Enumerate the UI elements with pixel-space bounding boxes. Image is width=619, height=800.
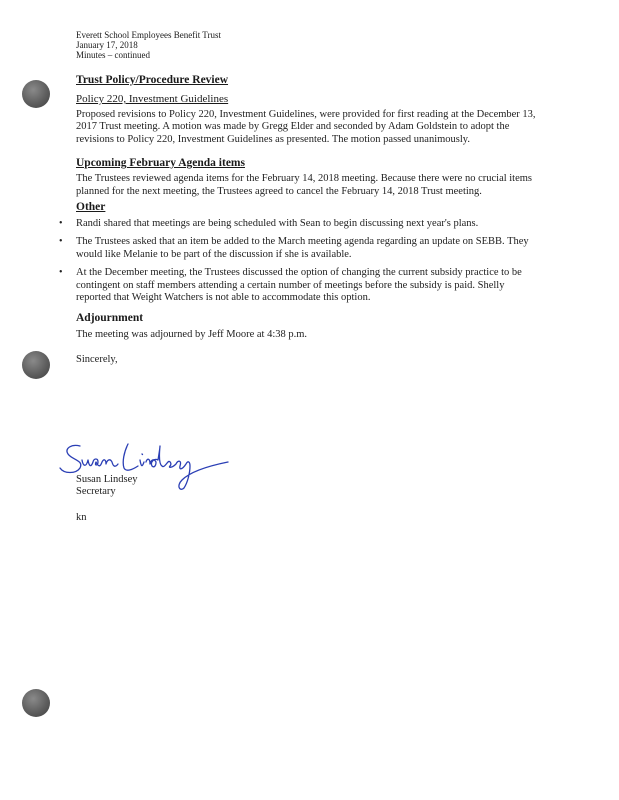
closing-salutation: Sincerely,	[76, 353, 118, 365]
section-title-upcoming-agenda: Upcoming February Agenda items	[76, 157, 245, 170]
bullet-icon: •	[59, 267, 63, 279]
list-item	[59, 218, 538, 230]
header-date: January 17, 2018	[76, 40, 138, 50]
paragraph-upcoming-agenda: The Trustees reviewed agenda items for the February 14, 2018 meeting. Because there were no crucial items planned for the next meeting, the Trustees agreed to cancel the February 14, 2018 Trust meeting.	[76, 173, 533, 197]
bullet-text: Randi shared that meetings are being scheduled with Sean to begin discussing next year's plans.	[76, 218, 479, 230]
section-title-adjournment: Adjournment	[76, 312, 144, 325]
bullet-text: The Trustees asked that an item be added to the March meeting agenda regarding an update on SEBB. They would like Melanie to be part of the discussion if she is available.	[76, 236, 529, 260]
punch-hole-middle	[22, 351, 50, 379]
running-header	[76, 30, 538, 60]
bullet-icon: •	[59, 218, 63, 230]
signature-block	[76, 474, 138, 524]
paragraph-trust-policy: Proposed revisions to Policy 220, Investment Guidelines, were provided for first reading at the December 13, 2017 Trust meeting. A motion was made by Gregg Elder and seconded by Adam Goldstein to adopt the revisions to Policy 220, Investment Guidelines as presented. The motion passed unanimously.	[76, 109, 536, 145]
bullet-text: At the December meeting, the Trustees discussed the option of changing the current subsidy practice to be contingent on staff members attending a certain number of meetings before the subsidy is paid. Shelly reported that Weight Watchers is not able to accommodate this option.	[76, 267, 522, 304]
signer-role: Secretary	[76, 486, 116, 498]
punch-hole-top	[22, 80, 50, 108]
document-body	[59, 30, 538, 366]
section-title-other: Other	[76, 201, 106, 214]
header-continued: Minutes – continued	[76, 50, 150, 60]
paragraph-adjournment: The meeting was adjourned by Jeff Moore at 4:38 p.m.	[76, 329, 308, 341]
section-title-trust-policy: Trust Policy/Procedure Review	[76, 74, 229, 86]
bullet-list-other	[59, 218, 538, 304]
subsection-title-policy-220: Policy 220, Investment Guidelines	[76, 93, 229, 105]
bullet-icon: •	[59, 236, 63, 248]
header-organization: Everett School Employees Benefit Trust	[76, 30, 221, 40]
list-item	[59, 267, 538, 304]
typist-initials: kn	[76, 511, 87, 523]
signer-name: Susan Lindsey	[76, 474, 138, 485]
list-item	[59, 236, 538, 261]
punch-hole-bottom	[22, 689, 50, 717]
